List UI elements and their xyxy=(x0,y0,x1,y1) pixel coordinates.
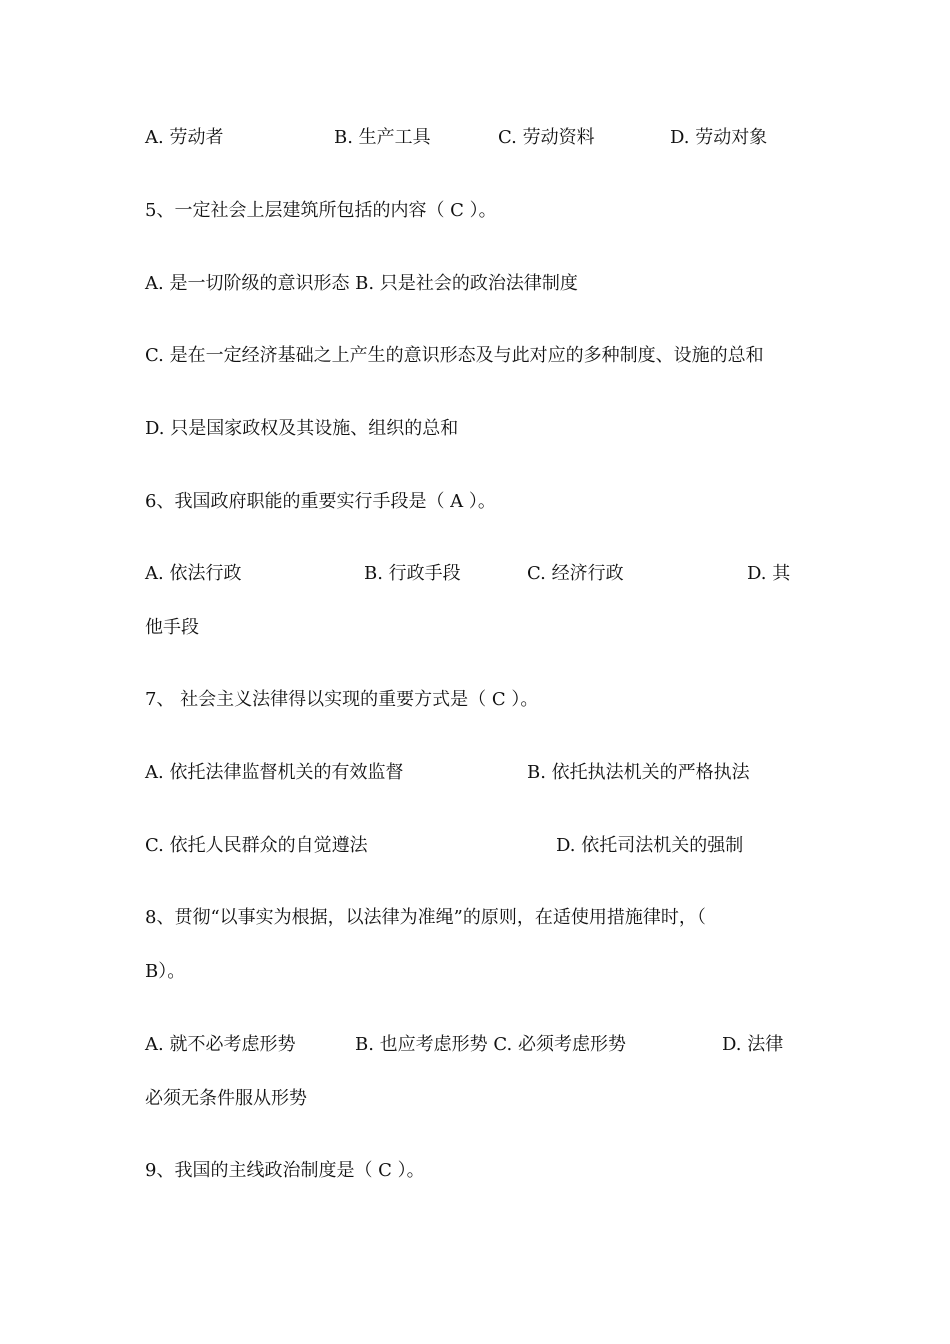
q5-option-d: D. 只是国家政权及其设施、组织的总和 xyxy=(145,418,459,439)
q8-option-d-part1: D. 法律 xyxy=(722,1034,784,1055)
q9-question: 9、我国的主线政治制度是（ C ）。 xyxy=(145,1160,425,1181)
q4-option-b: B. 生产工具 xyxy=(334,127,431,148)
q6-option-d-part1: D. 其 xyxy=(747,563,791,584)
q8-option-bc: B. 也应考虑形势 C. 必须考虑形势 xyxy=(355,1034,626,1055)
q5-option-c: C. 是在一定经济基础之上产生的意识形态及与此对应的多种制度、设施的总和 xyxy=(145,345,764,366)
q6-option-d-part2: 他手段 xyxy=(145,617,199,638)
q7-option-b: B. 依托执法机关的严格执法 xyxy=(527,762,750,783)
q7-question: 7、 社会主义法律得以实现的重要方式是（ C ）。 xyxy=(145,689,539,710)
q8-option-a: A. 就不必考虑形势 xyxy=(145,1034,296,1055)
q4-option-a: A. 劳动者 xyxy=(145,127,224,148)
q7-option-d: D. 依托司法机关的强制 xyxy=(556,835,744,856)
q8-option-d-part2: 必须无条件服从形势 xyxy=(145,1088,307,1109)
q7-option-c: C. 依托人民群众的自觉遵法 xyxy=(145,835,368,856)
q5-question: 5、一定社会上层建筑所包括的内容（ C ）。 xyxy=(145,200,497,221)
q7-option-a: A. 依托法律监督机关的有效监督 xyxy=(145,762,404,783)
q6-option-c: C. 经济行政 xyxy=(527,563,624,584)
q8-question-part1: 8、贯彻“以事实为根据，以法律为准绳”的原则，在适使用措施律时，（ xyxy=(145,907,706,928)
q4-option-c: C. 劳动资料 xyxy=(498,127,595,148)
q4-option-d: D. 劳动对象 xyxy=(670,127,768,148)
q6-option-b: B. 行政手段 xyxy=(364,563,461,584)
q6-option-a: A. 依法行政 xyxy=(145,563,242,584)
q5-option-ab: A. 是一切阶级的意识形态 B. 只是社会的政治法律制度 xyxy=(145,273,578,294)
q8-question-part2: B）。 xyxy=(145,961,186,982)
q6-question: 6、我国政府职能的重要实行手段是（ A ）。 xyxy=(145,491,496,512)
